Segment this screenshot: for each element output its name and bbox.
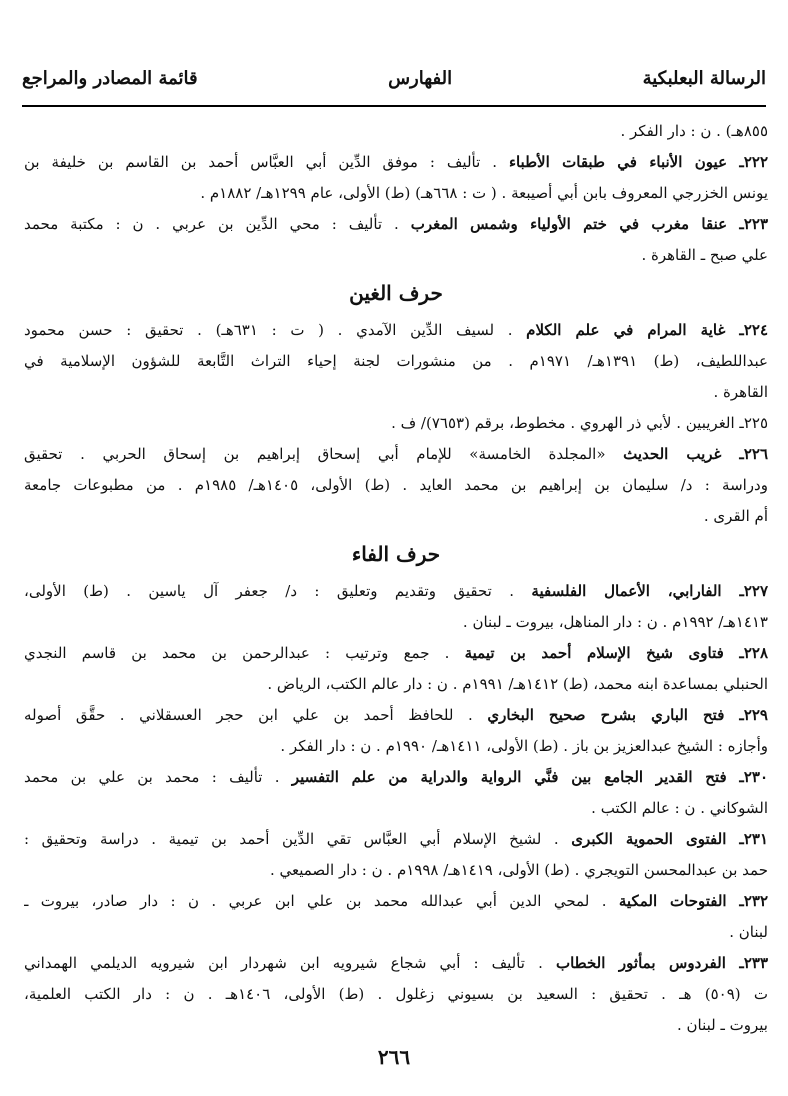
entry-title: ٢٢٧ـ الفارابي، الأعمال الفلسفية bbox=[531, 582, 768, 600]
entry-continuation-line bbox=[24, 917, 768, 948]
entry-text: ٢٢٥ـ الغريبين . لأبي ذر الهروي . مخطوط، برقم (٧٦٥٣)/ ف . bbox=[391, 414, 768, 432]
entry-continuation-line bbox=[24, 470, 768, 501]
section-heading-text: حرف الفاء bbox=[351, 542, 441, 566]
header-chapter-title: قائمة المصادر والمراجع bbox=[22, 68, 198, 89]
entry-line bbox=[24, 886, 768, 917]
entry-continuation-line bbox=[24, 501, 768, 532]
entry-continuation-line bbox=[24, 178, 768, 209]
entry-text: . للحافظ أحمد بن علي ابن حجر العسقلاني . حقَّق أصوله bbox=[24, 706, 488, 724]
entry-title: ٢٢٦ـ غريب الحديث bbox=[623, 445, 768, 463]
entry-line bbox=[24, 824, 768, 855]
entry-continuation-line bbox=[24, 116, 768, 147]
section-heading bbox=[24, 271, 768, 315]
entry-text: . لشيخ الإسلام أبي العبَّاس تقي الدِّين أحمد بن تيمية . دراسة وتحقيق : bbox=[24, 830, 572, 848]
entry-continuation-line bbox=[24, 607, 768, 638]
running-header bbox=[22, 62, 766, 96]
entry-text: القاهرة . bbox=[713, 383, 768, 401]
entry-text: عبداللطيف، (ط) ١٣٩١هـ/ ١٩٧١م . من منشورات لجنة إحياء التراث التَّابعة للشؤون الإسلامية في bbox=[24, 352, 768, 370]
header-rule bbox=[22, 105, 766, 107]
entry-title: ٢٣٢ـ الفتوحات المكية bbox=[618, 892, 768, 910]
entry-continuation-line bbox=[24, 408, 768, 439]
section-heading bbox=[24, 532, 768, 576]
entry-text: الشوكاني . ن : عالم الكتب . bbox=[591, 799, 768, 817]
entry-continuation-line bbox=[24, 855, 768, 886]
entry-title: ٢٢٣ـ عنقا مغرب في ختم الأولياء وشمس المغرب bbox=[410, 215, 768, 233]
entry-line bbox=[24, 576, 768, 607]
entry-line bbox=[24, 147, 768, 178]
entry-text: . تأليف : محمد بن علي بن محمد bbox=[24, 768, 292, 786]
entry-text: يونس الخزرجي المعروف بابن أبي أصيبعة . ( ت : ٦٦٨هـ) (ط) الأولى، عام ١٢٩٩هـ/ ١٨٨٢م . bbox=[200, 184, 768, 202]
entry-text: الحنبلي بمساعدة ابنه محمد، (ط) ١٤١٢هـ/ ١٩٩١م . ن : دار عالم الكتب، الرياض . bbox=[267, 675, 768, 693]
entry-text: . لسيف الدِّين الآمدي . ( ت : ٦٣١هـ) . تحقيق : حسن محمود bbox=[24, 321, 527, 339]
bibliography-list bbox=[24, 116, 768, 1041]
entry-text: . تحقيق وتقديم وتعليق : د/ جعفر آل ياسين . (ط) الأولى، bbox=[24, 582, 532, 600]
entry-text: حمد بن عبدالمحسن التويجري . (ط) الأولى، ١٤١٩هـ/ ١٩٩٨م . ن : دار الصميعي . bbox=[269, 861, 768, 879]
entry-text: . جمع وترتيب : عبدالرحمن بن محمد بن قاسم النجدي bbox=[24, 644, 465, 662]
entry-line bbox=[24, 948, 768, 979]
header-book-title: الرسالة البعلبكية bbox=[642, 68, 766, 89]
entry-line bbox=[24, 638, 768, 669]
entry-text: ٨٥٥هـ) . ن : دار الفكر . bbox=[620, 122, 768, 140]
entry-title: ٢٣٣ـ الفردوس بمأثور الخطاب bbox=[555, 954, 768, 972]
entry-title: ٢٣١ـ الفتوى الحموية الكبرى bbox=[571, 830, 768, 848]
page-number: ٢٦٦ bbox=[377, 1045, 411, 1069]
entry-text: ودراسة : د/ سليمان بن إبراهيم بن محمد العايد . (ط) الأولى، ١٤٠٥هـ/ ١٩٨٥م . من مطبوعات جامعة bbox=[24, 476, 768, 494]
entry-text: ١٤١٣هـ/ ١٩٩٢م . ن : دار المناهل، بيروت ـ لبنان . bbox=[462, 613, 768, 631]
entry-continuation-line bbox=[24, 731, 768, 762]
entry-text: ت (٥٠٩) هـ . تحقيق : السعيد بن بسيوني زغلول . (ط) الأولى، ١٤٠٦هـ . ن : دار الكتب العلمية، bbox=[24, 985, 768, 1003]
header-section-title: الفهارس bbox=[388, 68, 453, 89]
entry-text: . لمحي الدين أبي عبدالله محمد بن علي ابن عربي . ن : دار صادر، بيروت ـ bbox=[24, 892, 619, 910]
entry-text: علي صبح ـ القاهرة . bbox=[641, 246, 768, 264]
entry-text: أم القرى . bbox=[703, 507, 768, 525]
entry-text: . تأليف : محي الدِّين بن عربي . ن : مكتبة محمد bbox=[24, 215, 411, 233]
entry-title: ٢٣٠ـ فتح القدير الجامع بين فنَّي الرواية والدراية من علم التفسير bbox=[291, 768, 768, 786]
entry-title: ٢٢٨ـ فتاوى شيخ الإسلام أحمد بن تيمية bbox=[464, 644, 768, 662]
entry-line bbox=[24, 700, 768, 731]
entry-continuation-line bbox=[24, 377, 768, 408]
entry-text: لبنان . bbox=[729, 923, 768, 941]
entry-title: ٢٢٤ـ غاية المرام في علم الكلام bbox=[526, 321, 768, 339]
entry-text: وأجازه : الشيخ عبدالعزيز بن باز . (ط) الأولى، ١٤١١هـ/ ١٩٩٠م . ن : دار الفكر . bbox=[280, 737, 768, 755]
entry-line bbox=[24, 762, 768, 793]
entry-text: «المجلدة الخامسة» للإمام أبي إسحاق إبراهيم بن إسحاق الحربي . تحقيق bbox=[24, 445, 624, 463]
entry-continuation-line bbox=[24, 240, 768, 271]
section-heading-text: حرف الغين bbox=[349, 281, 443, 305]
entry-text: . تأليف : موفق الدِّين أبي العبَّاس أحمد بن القاسم بن خليفة بن bbox=[24, 153, 509, 171]
entry-continuation-line bbox=[24, 979, 768, 1010]
entry-title: ٢٢٢ـ عيون الأنباء في طبقات الأطباء bbox=[508, 153, 768, 171]
entry-line bbox=[24, 315, 768, 346]
entry-text: بيروت ـ لبنان . bbox=[676, 1016, 768, 1034]
entry-line bbox=[24, 439, 768, 470]
entry-continuation-line bbox=[24, 793, 768, 824]
entry-continuation-line bbox=[24, 1010, 768, 1041]
entry-title: ٢٢٩ـ فتح الباري بشرح صحيح البخاري bbox=[487, 706, 768, 724]
entry-text: . تأليف : أبي شجاع شيرويه ابن شهردار ابن شيرويه الديلمي الهمداني bbox=[24, 954, 556, 972]
entry-continuation-line bbox=[24, 346, 768, 377]
entry-continuation-line bbox=[24, 669, 768, 700]
entry-line bbox=[24, 209, 768, 240]
